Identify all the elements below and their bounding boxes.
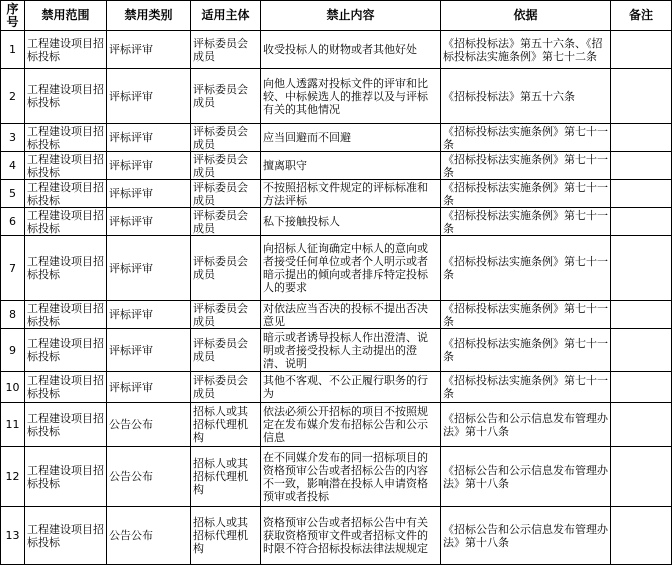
cell-basis: 《招标投标法实施条例》第七十一条	[441, 301, 611, 329]
cell-subject: 评标委员会成员	[191, 180, 261, 208]
cell-remark	[611, 208, 672, 236]
cell-basis: 《招标投标法实施条例》第七十一条	[441, 180, 611, 208]
header-subject: 适用主体	[191, 1, 261, 31]
cell-basis: 《招标公告和公示信息发布管理办法》第十八条	[441, 403, 611, 447]
cell-no: 7	[1, 236, 25, 301]
cell-remark	[611, 329, 672, 372]
cell-content: 擅离职守	[261, 152, 441, 180]
cell-category: 评标评审	[107, 152, 191, 180]
cell-category: 公告公布	[107, 447, 191, 507]
cell-scope: 工程建设项目招标投标	[25, 236, 107, 301]
cell-content: 私下接触投标人	[261, 208, 441, 236]
header-no: 序号	[1, 1, 25, 31]
cell-basis: 《招标公告和公示信息发布管理办法》第十八条	[441, 507, 611, 565]
cell-content: 对依法应当否决的投标不提出否决意见	[261, 301, 441, 329]
cell-remark	[611, 236, 672, 301]
table-row	[1, 236, 672, 301]
cell-basis: 《招标投标法实施条例》第七十一条	[441, 152, 611, 180]
header-content: 禁止内容	[261, 1, 441, 31]
cell-category: 公告公布	[107, 403, 191, 447]
cell-remark	[611, 403, 672, 447]
cell-category: 评标评审	[107, 124, 191, 152]
cell-remark	[611, 124, 672, 152]
header-remark: 备注	[611, 1, 672, 31]
cell-category: 评标评审	[107, 180, 191, 208]
cell-content: 依法必须公开招标的项目不按照规定在发布媒介发布招标公告和公示信息	[261, 403, 441, 447]
cell-subject: 评标委员会成员	[191, 208, 261, 236]
cell-no: 2	[1, 69, 25, 124]
cell-subject: 招标人或其招标代理机构	[191, 507, 261, 565]
table-row	[1, 372, 672, 403]
cell-basis: 《招标投标法实施条例》第七十一条	[441, 329, 611, 372]
cell-scope: 工程建设项目招标投标	[25, 31, 107, 69]
cell-remark	[611, 447, 672, 507]
cell-no: 1	[1, 31, 25, 69]
cell-subject: 评标委员会成员	[191, 372, 261, 403]
cell-content: 暗示或者诱导投标人作出澄清、说明或者接受投标人主动提出的澄清、说明	[261, 329, 441, 372]
table-row	[1, 301, 672, 329]
cell-no: 9	[1, 329, 25, 372]
cell-basis: 《招标投标法实施条例》第七十一条	[441, 236, 611, 301]
cell-no: 5	[1, 180, 25, 208]
cell-subject: 评标委员会成员	[191, 329, 261, 372]
cell-remark	[611, 180, 672, 208]
cell-category: 评标评审	[107, 69, 191, 124]
cell-basis: 《招标投标法》第五十六条	[441, 69, 611, 124]
cell-scope: 工程建设项目招标投标	[25, 372, 107, 403]
cell-scope: 工程建设项目招标投标	[25, 208, 107, 236]
cell-scope: 工程建设项目招标投标	[25, 329, 107, 372]
cell-subject: 评标委员会成员	[191, 301, 261, 329]
table-row	[1, 31, 672, 69]
cell-no: 12	[1, 447, 25, 507]
cell-subject: 评标委员会成员	[191, 236, 261, 301]
table-row	[1, 329, 672, 372]
cell-remark	[611, 507, 672, 565]
header-basis: 依据	[441, 1, 611, 31]
cell-category: 评标评审	[107, 31, 191, 69]
table-row	[1, 152, 672, 180]
cell-remark	[611, 31, 672, 69]
table-row	[1, 180, 672, 208]
cell-scope: 工程建设项目招标投标	[25, 403, 107, 447]
cell-remark	[611, 69, 672, 124]
cell-content: 收受投标人的财物或者其他好处	[261, 31, 441, 69]
header-row	[1, 1, 672, 31]
table-row	[1, 507, 672, 565]
header-scope: 禁用范围	[25, 1, 107, 31]
cell-no: 4	[1, 152, 25, 180]
cell-category: 评标评审	[107, 372, 191, 403]
cell-no: 8	[1, 301, 25, 329]
cell-content: 向他人透露对投标文件的评审和比较、中标候选人的推荐以及与评标有关的其他情况	[261, 69, 441, 124]
cell-content: 不按照招标文件规定的评标标准和方法评标	[261, 180, 441, 208]
cell-content: 其他不客观、不公正履行职务的行为	[261, 372, 441, 403]
cell-subject: 评标委员会成员	[191, 124, 261, 152]
cell-subject: 招标人或其招标代理机构	[191, 447, 261, 507]
cell-no: 10	[1, 372, 25, 403]
cell-remark	[611, 152, 672, 180]
cell-no: 6	[1, 208, 25, 236]
table-row	[1, 208, 672, 236]
cell-subject: 招标人或其招标代理机构	[191, 403, 261, 447]
cell-scope: 工程建设项目招标投标	[25, 507, 107, 565]
cell-scope: 工程建设项目招标投标	[25, 124, 107, 152]
cell-basis: 《招标投标法》第五十六条、《招标投标法实施条例》第七十二条	[441, 31, 611, 69]
cell-content: 向招标人征询确定中标人的意向或者接受任何单位或者个人明示或者暗示提出的倾向或者排斥特定投标人的要求	[261, 236, 441, 301]
cell-content: 在不同媒介发布的同一招标项目的资格预审公告或者招标公告的内容不一致，影响潜在投标人申请资格预审或者投标	[261, 447, 441, 507]
cell-basis: 《招标投标法实施条例》第七十一条	[441, 208, 611, 236]
cell-remark	[611, 301, 672, 329]
table-row	[1, 69, 672, 124]
cell-scope: 工程建设项目招标投标	[25, 69, 107, 124]
cell-basis: 《招标投标法实施条例》第七十一条	[441, 124, 611, 152]
cell-category: 评标评审	[107, 236, 191, 301]
table-row	[1, 124, 672, 152]
cell-remark	[611, 372, 672, 403]
cell-scope: 工程建设项目招标投标	[25, 152, 107, 180]
cell-content: 应当回避而不回避	[261, 124, 441, 152]
header-category: 禁用类别	[107, 1, 191, 31]
cell-category: 评标评审	[107, 208, 191, 236]
cell-content: 资格预审公告或者招标公告中有关获取资格预审文件或者招标文件的时限不符合招标投标法律法规规定	[261, 507, 441, 565]
table-row	[1, 403, 672, 447]
cell-basis: 《招标投标法实施条例》第七十一条	[441, 372, 611, 403]
cell-scope: 工程建设项目招标投标	[25, 180, 107, 208]
table-row	[1, 447, 672, 507]
cell-category: 评标评审	[107, 301, 191, 329]
cell-subject: 评标委员会成员	[191, 69, 261, 124]
cell-category: 公告公布	[107, 507, 191, 565]
cell-basis: 《招标公告和公示信息发布管理办法》第十八条	[441, 447, 611, 507]
cell-scope: 工程建设项目招标投标	[25, 301, 107, 329]
cell-subject: 评标委员会成员	[191, 31, 261, 69]
cell-no: 13	[1, 507, 25, 565]
cell-no: 3	[1, 124, 25, 152]
cell-scope: 工程建设项目招标投标	[25, 447, 107, 507]
cell-subject: 评标委员会成员	[191, 152, 261, 180]
cell-category: 评标评审	[107, 329, 191, 372]
cell-no: 11	[1, 403, 25, 447]
